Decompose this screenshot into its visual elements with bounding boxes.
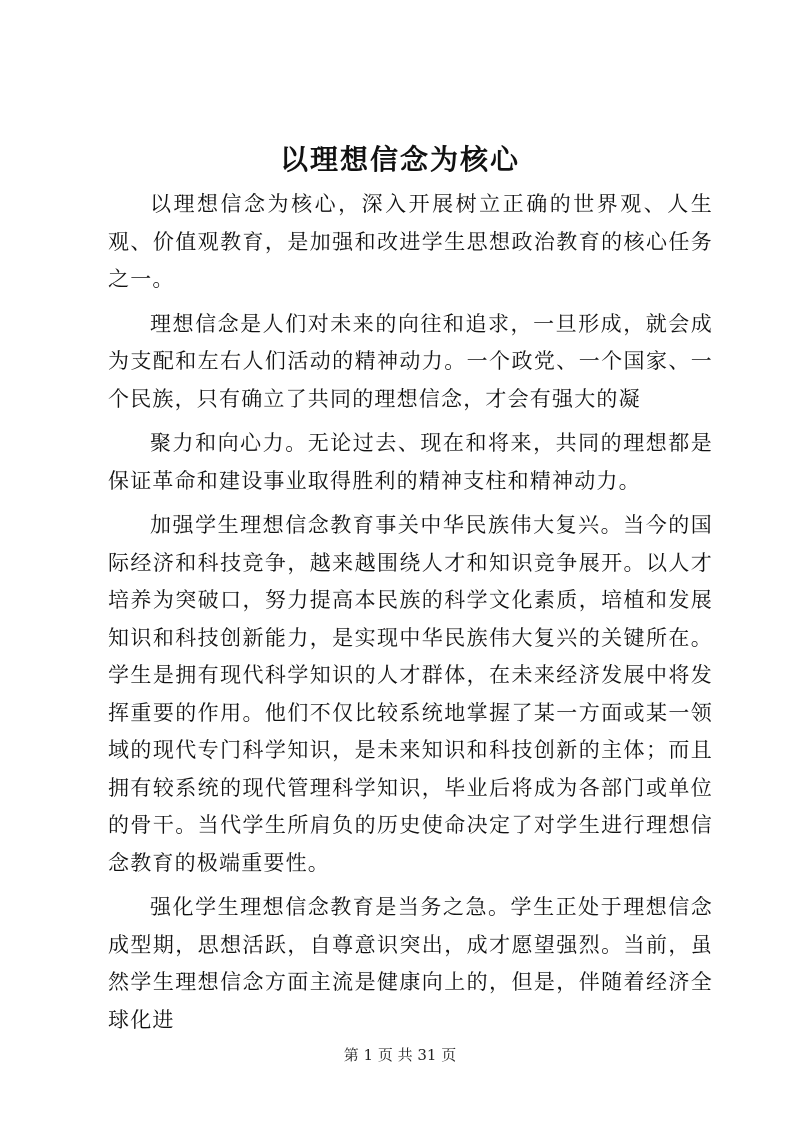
- paragraph-3: 聚力和向心力。无论过去、现在和将来，共同的理想都是保证革命和建设事业取得胜利的精神支柱和精神动力。: [108, 431, 713, 493]
- paragraph-4: 加强学生理想信念教育事关中华民族伟大复兴。当今的国际经济和科技竞争，越来越围绕人才和知识竞争展开。以人才培养为突破口，努力提高本民族的科学文化素质，培植和发展知识和科技创新能力，是实现中华民族伟大复兴的关键所在。学生是拥有现代科学知识的人才群体，在未来经济发展中将发挥重要的作用。他们不仅比较系统地掌握了某一方面或某一领域的现代专门科学知识，是未来知识和科技创新的主体；而且拥有较系统的现代管理科学知识，毕业后将成为各部门或单位的骨干。当代学生所肩负的历史使命决定了对学生进行理想信念教育的极端重要性。: [108, 513, 713, 875]
- page-number-footer: 第 1 页 共 31 页: [343, 1046, 457, 1064]
- paragraph-2: 理想信念是人们对未来的向往和追求，一旦形成，就会成为支配和左右人们活动的精神动力。一个政党、一个国家、一个民族，只有确立了共同的理想信念，才会有强大的凝: [108, 311, 713, 411]
- document-title: 以理想信念为核心: [279, 143, 520, 176]
- paragraph-1: 以理想信念为核心，深入开展树立正确的世界观、人生观、价值观教育，是加强和改进学生思想政治教育的核心任务之一。: [108, 192, 713, 291]
- paragraph-5: 强化学生理想信念教育是当务之急。学生正处于理想信念成型期，思想活跃，自尊意识突出，成才愿望强烈。当前，虽然学生理想信念方面主流是健康向上的，但是，伴随着经济全球化进: [108, 895, 713, 1032]
- document-body: [108, 186, 713, 1039]
